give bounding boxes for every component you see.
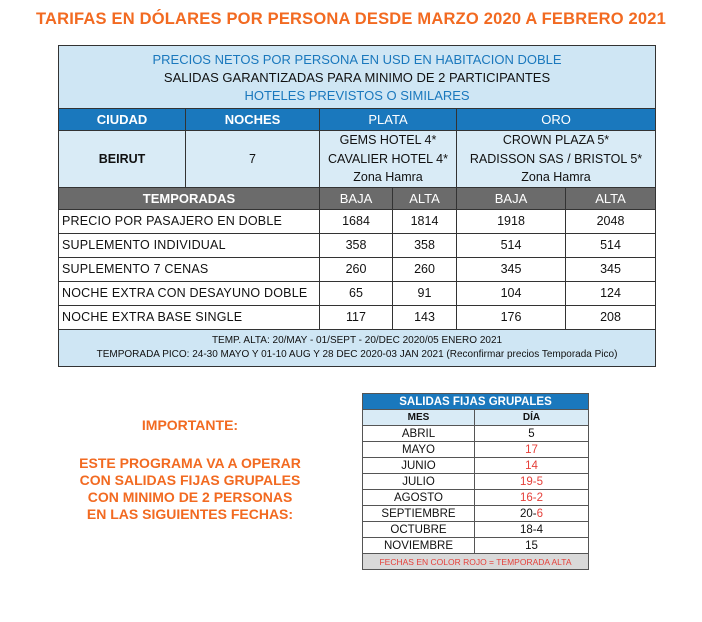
rates-table [58, 45, 656, 367]
price-value: 117 [320, 305, 393, 329]
departure-days [475, 522, 589, 538]
page-title: TARIFAS EN DÓLARES POR PERSONA DESDE MARZO 2020 A FEBRERO 2021 [35, 10, 667, 28]
departure-row [363, 442, 589, 458]
price-row [59, 257, 656, 281]
departure-day: 18-4 [519, 523, 544, 536]
departure-days [475, 474, 589, 490]
price-value: 208 [566, 305, 656, 329]
departure-day: 5 [528, 427, 535, 440]
important-line: EN LAS SIGUIENTES FECHAS: [86, 506, 294, 522]
plata-hotel-1: GEMS HOTEL 4* [339, 133, 437, 147]
departure-row [363, 458, 589, 474]
plata-zone: Zona Hamra [353, 170, 423, 184]
departure-day: 20- [519, 507, 537, 520]
important-line: CON SALIDAS FIJAS GRUPALES [79, 472, 301, 488]
departure-row [363, 490, 589, 506]
oro-hotel-2: RADISSON SAS / BRISTOL 5* [469, 151, 643, 166]
price-value: 358 [393, 233, 457, 257]
header-line-1: PRECIOS NETOS POR PERSONA EN USD EN HABITACION DOBLE [152, 52, 562, 67]
departure-month: JUNIO [363, 458, 475, 474]
col-noches: NOCHES [186, 109, 320, 131]
hotel-row [59, 131, 656, 188]
footnote-high-season: TEMP. ALTA: 20/MAY - 01/SEPT - 20/DEC 2020/05 ENERO 2021 [211, 334, 503, 346]
oro-hotel-1: CROWN PLAZA 5* [502, 133, 610, 147]
important-text [60, 455, 320, 523]
footnote-peak-season: TEMPORADA PICO: 24-30 MAYO Y 01-10 AUG Y 28 DEC 2020-03 JAN 2021 (Reconfirmar precios Temporada Pico) [96, 348, 618, 360]
departure-month: ABRIL [363, 426, 475, 442]
departure-row [363, 426, 589, 442]
important-line: ESTE PROGRAMA VA A OPERAR [79, 455, 301, 471]
departure-days [475, 458, 589, 474]
oro-alta-header: ALTA [566, 187, 656, 209]
departure-row [363, 506, 589, 522]
departure-month: MAYO [363, 442, 475, 458]
departure-month: SEPTIEMBRE [363, 506, 475, 522]
price-value: 176 [457, 305, 566, 329]
departure-day: 19-5 [519, 475, 544, 488]
header-line-3: HOTELES PREVISTOS O SIMILARES [244, 88, 470, 103]
departures-title: SALIDAS FIJAS GRUPALES [363, 394, 589, 410]
price-value: 65 [320, 281, 393, 305]
price-row [59, 305, 656, 329]
price-value: 345 [566, 257, 656, 281]
oro-hotels [457, 131, 656, 188]
price-value: 358 [320, 233, 393, 257]
price-row [59, 209, 656, 233]
price-row-label: NOCHE EXTRA BASE SINGLE [59, 305, 320, 329]
price-row-label: PRECIO POR PASAJERO EN DOBLE [59, 209, 320, 233]
nights-cell: 7 [186, 131, 320, 188]
price-value: 1918 [457, 209, 566, 233]
departure-day: 17 [525, 443, 538, 456]
price-value: 143 [393, 305, 457, 329]
price-value: 514 [566, 233, 656, 257]
departure-days [475, 426, 589, 442]
price-value: 260 [393, 257, 457, 281]
city-cell: BEIRUT [59, 131, 186, 188]
departure-month: NOVIEMBRE [363, 538, 475, 554]
header-line-2: SALIDAS GARANTIZADAS PARA MINIMO DE 2 PARTICIPANTES [163, 70, 551, 85]
price-value: 2048 [566, 209, 656, 233]
departures-table [362, 393, 589, 570]
departure-month: JULIO [363, 474, 475, 490]
col-oro: ORO [457, 109, 656, 131]
plata-alta-header: ALTA [393, 187, 457, 209]
col-mes: MES [363, 410, 475, 426]
plata-hotels [320, 131, 457, 188]
plata-hotel-2: CAVALIER HOTEL 4* [328, 151, 448, 166]
important-title: IMPORTANTE: [141, 417, 239, 433]
departures-note: FECHAS EN COLOR ROJO = TEMPORADA ALTA [363, 554, 589, 570]
departure-row [363, 522, 589, 538]
departure-days [475, 506, 589, 522]
price-row-label: SUPLEMENTO 7 CENAS [59, 257, 320, 281]
price-value: 91 [393, 281, 457, 305]
departure-days [475, 442, 589, 458]
col-plata: PLATA [320, 109, 457, 131]
departure-month: AGOSTO [363, 490, 475, 506]
departure-row [363, 538, 589, 554]
departure-row [363, 474, 589, 490]
col-ciudad: CIUDAD [59, 109, 186, 131]
price-value: 1684 [320, 209, 393, 233]
price-row-label: NOCHE EXTRA CON DESAYUNO DOBLE [59, 281, 320, 305]
departure-day: 16-2 [519, 491, 544, 504]
price-row [59, 281, 656, 305]
plata-baja-header: BAJA [320, 187, 393, 209]
price-value: 514 [457, 233, 566, 257]
departure-days [475, 490, 589, 506]
price-row [59, 233, 656, 257]
departure-month: OCTUBRE [363, 522, 475, 538]
price-value: 104 [457, 281, 566, 305]
departure-day: 15 [525, 539, 538, 552]
price-value: 260 [320, 257, 393, 281]
price-value: 345 [457, 257, 566, 281]
price-value: 1814 [393, 209, 457, 233]
oro-baja-header: BAJA [457, 187, 566, 209]
price-row-label: SUPLEMENTO INDIVIDUAL [59, 233, 320, 257]
col-dia: DÍA [475, 410, 589, 426]
oro-zone: Zona Hamra [521, 170, 591, 184]
departure-day: 6 [536, 507, 544, 520]
seasons-label: TEMPORADAS [59, 187, 320, 209]
departure-days [475, 538, 589, 554]
important-line: CON MINIMO DE 2 PERSONAS [87, 489, 293, 505]
price-value: 124 [566, 281, 656, 305]
footnotes [59, 329, 656, 366]
rates-header [59, 46, 656, 109]
departure-day: 14 [525, 459, 538, 472]
